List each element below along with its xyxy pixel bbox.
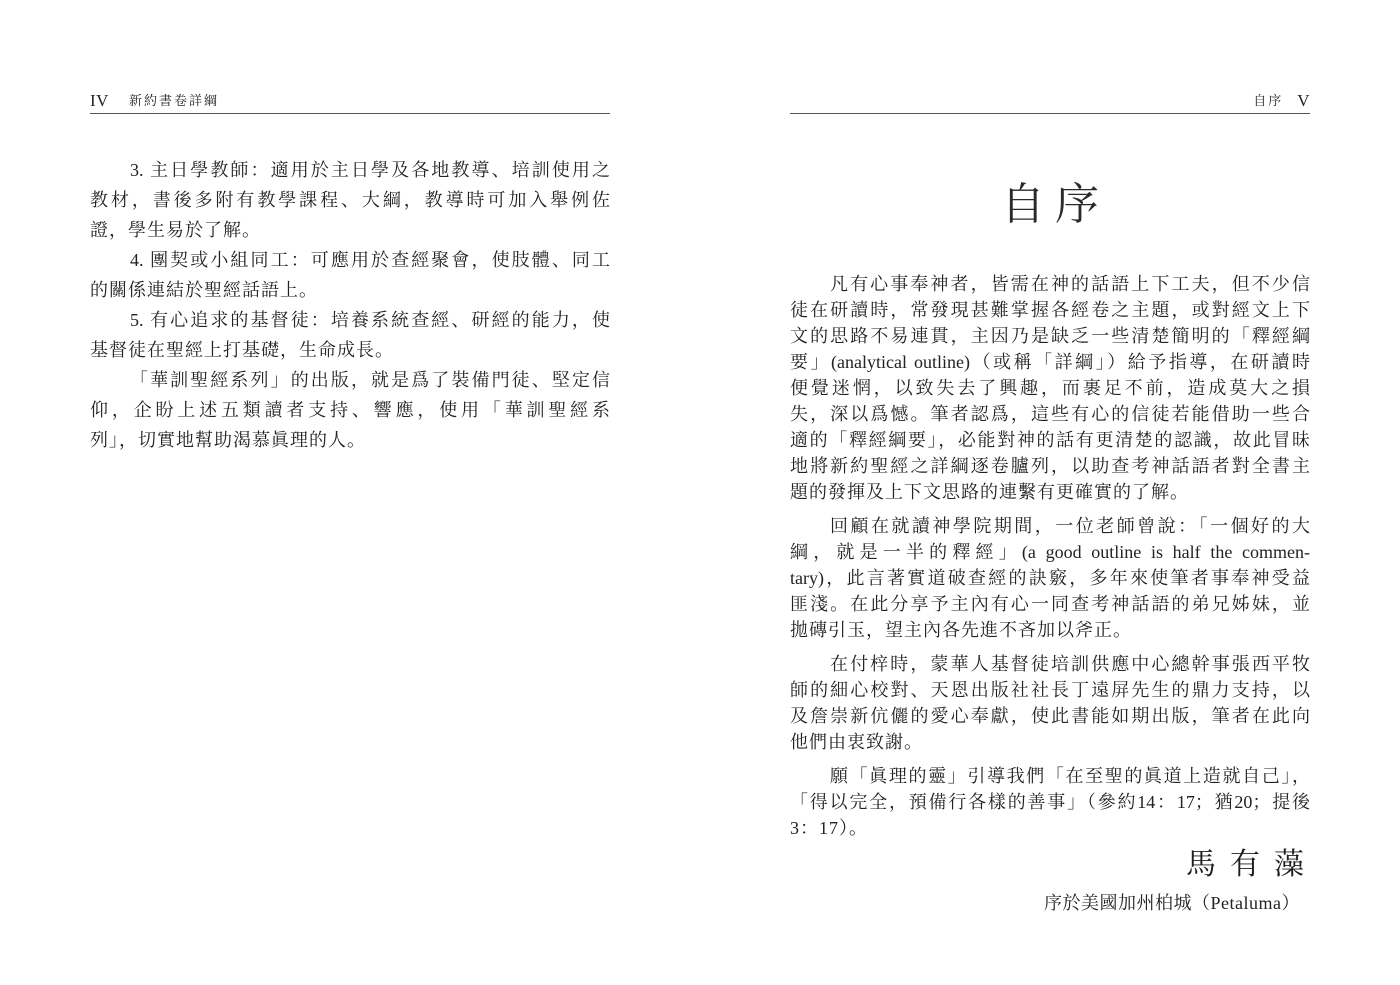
paragraph-line: 的關係連結於聖經話語上。 bbox=[90, 280, 318, 300]
running-title: 自序 bbox=[1253, 93, 1284, 108]
paragraph-line: 4. 團契或小組同工：可應用於查經聚會，使肢體、同工 bbox=[130, 250, 610, 270]
running-header bbox=[90, 90, 610, 112]
paragraph bbox=[90, 155, 610, 245]
paragraph-line: 願「眞理的靈」引導我們「在至聖的眞道上造就自己」， bbox=[830, 766, 1310, 786]
paragraph-line: 仰，企盼上述五類讀者支持、響應，使用「華訓聖經系 bbox=[90, 400, 610, 420]
paragraph-line: 拋磚引玉，望主內各先進不吝加以斧正。 bbox=[790, 620, 1132, 640]
paragraph-line: 3：17）。 bbox=[790, 818, 868, 838]
paragraph-line: tary)，此言著實道破查經的訣竅，多年來使筆者事奉神受益 bbox=[790, 568, 1310, 588]
paragraph-line: 徒在研讀時，常發現甚難掌握各經卷之主題，或對經文上下 bbox=[790, 300, 1310, 320]
paragraph-line: 地將新約聖經之詳綱逐卷臚列，以助查考神話語者對全書主 bbox=[790, 456, 1310, 476]
paragraph bbox=[90, 245, 610, 305]
running-header bbox=[790, 90, 1310, 112]
paragraph-line: 便覺迷惘，以致失去了興趣，而裹足不前，造成莫大之損 bbox=[790, 378, 1310, 398]
header-rule bbox=[90, 113, 610, 114]
paragraph-line: 「華訓聖經系列」的出版，就是爲了裝備門徒、堅定信 bbox=[130, 370, 610, 390]
paragraph bbox=[790, 271, 1310, 505]
paragraph-line: 匪淺。在此分享予主內有心一同查考神話語的弟兄姊妹，並 bbox=[790, 594, 1310, 614]
left-page bbox=[90, 0, 610, 985]
paragraph bbox=[790, 651, 1310, 755]
paragraph-line: 「得以完全，預備行各樣的善事」（參約14：17；猶20；提後 bbox=[790, 792, 1310, 812]
paragraph bbox=[90, 365, 610, 455]
paragraph-line: 3. 主日學教師：適用於主日學及各地教導、培訓使用之 bbox=[130, 160, 610, 180]
paragraph-line: 在付梓時，蒙華人基督徒培訓供應中心總幹事張西平牧 bbox=[830, 654, 1310, 674]
paragraph bbox=[90, 305, 610, 365]
header-rule bbox=[790, 113, 1310, 114]
paragraph-line: 綱，就是一半的釋經」(a good outline is half the commen- bbox=[790, 542, 1310, 562]
paragraph-line: 要」(analytical outline)（或稱「詳綱」）給予指導，在研讀時 bbox=[790, 352, 1310, 372]
paragraph-line: 適的「釋經綱要」，必能對神的話有更清楚的認識，故此冒昧 bbox=[790, 430, 1310, 450]
paragraph-line: 師的細心校對、天恩出版社社長丁遠屏先生的鼎力支持，以 bbox=[790, 680, 1310, 700]
paragraph-line: 題的發揮及上下文思路的連繫有更確實的了解。 bbox=[790, 482, 1189, 502]
paragraph-line: 失，深以爲憾。筆者認爲，這些有心的信徒若能借助一些合 bbox=[790, 404, 1310, 424]
author-signature: 馬有藻 bbox=[1186, 848, 1318, 881]
page-number: V bbox=[1297, 91, 1310, 110]
paragraph bbox=[790, 513, 1310, 643]
paragraph-line: 他們由衷致謝。 bbox=[790, 732, 923, 752]
paragraph bbox=[790, 763, 1310, 841]
paragraph-line: 文的思路不易連貫，主因乃是缺乏一些清楚簡明的「釋經綱 bbox=[790, 326, 1310, 346]
paragraph-line: 回顧在就讀神學院期間，一位老師曾說：「一個好的大 bbox=[830, 516, 1310, 536]
page-title: 自序 bbox=[1001, 180, 1109, 229]
right-page bbox=[790, 0, 1318, 985]
paragraph-line: 列」，切實地幫助渴慕眞理的人。 bbox=[90, 430, 366, 450]
page-number: IV bbox=[90, 91, 109, 110]
dateline: 序於美國加州柏城（Petaluma） bbox=[1044, 893, 1300, 913]
body-text bbox=[90, 155, 610, 455]
paragraph-line: 教材，書後多附有教學課程、大綱，教導時可加入舉例佐 bbox=[90, 190, 610, 210]
running-title: 新約書卷詳綱 bbox=[128, 93, 219, 108]
paragraph-line: 凡有心事奉神者，皆需在神的話語上下工夫，但不少信 bbox=[830, 274, 1310, 294]
paragraph-line: 及詹崇新伉儷的愛心奉獻，使此書能如期出版，筆者在此向 bbox=[790, 706, 1310, 726]
body-text bbox=[790, 271, 1310, 849]
paragraph-line: 5. 有心追求的基督徒：培養系統查經、研經的能力，使 bbox=[130, 310, 610, 330]
paragraph-line: 基督徒在聖經上打基礎，生命成長。 bbox=[90, 340, 394, 360]
paragraph-line: 證，學生易於了解。 bbox=[90, 220, 261, 240]
